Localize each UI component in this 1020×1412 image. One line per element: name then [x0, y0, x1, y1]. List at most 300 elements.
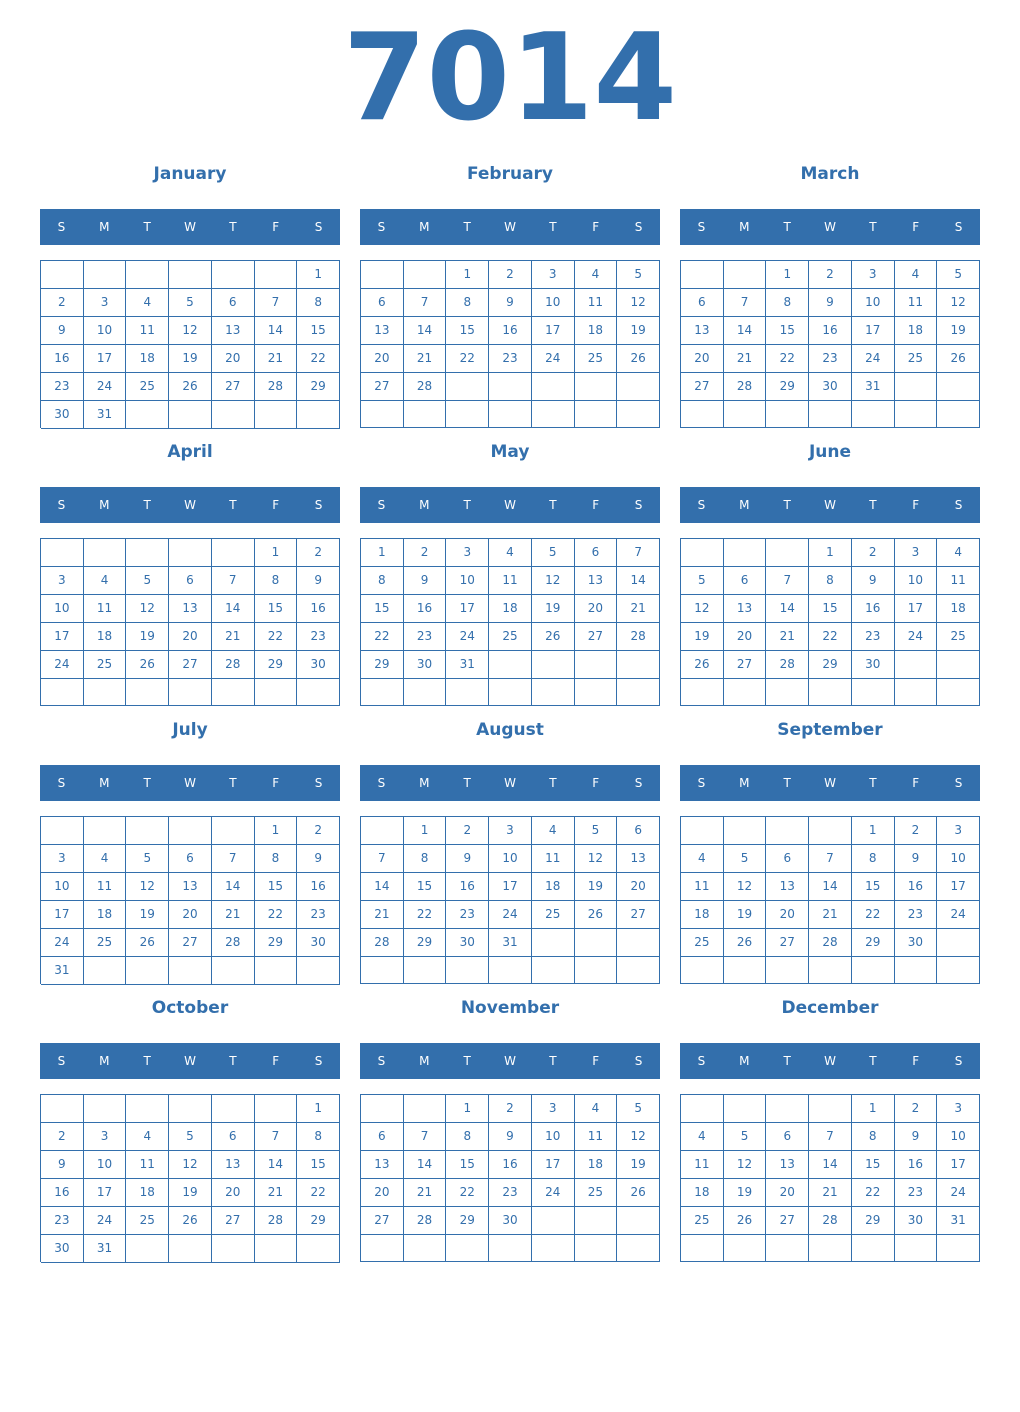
day-cell[interactable]: 26 — [617, 1179, 660, 1207]
day-cell[interactable]: 24 — [937, 1179, 980, 1207]
day-cell[interactable]: 23 — [489, 345, 532, 373]
day-cell[interactable]: 10 — [532, 289, 575, 317]
day-cell[interactable]: 24 — [41, 651, 84, 679]
day-cell[interactable]: 10 — [446, 567, 489, 595]
day-cell[interactable]: 13 — [766, 873, 809, 901]
day-cell[interactable]: 18 — [84, 901, 127, 929]
day-cell[interactable]: 13 — [212, 317, 255, 345]
day-cell[interactable]: 12 — [724, 1151, 767, 1179]
day-cell[interactable]: 9 — [895, 845, 938, 873]
day-cell[interactable]: 27 — [766, 1207, 809, 1235]
day-cell[interactable]: 8 — [297, 1123, 340, 1151]
day-cell[interactable]: 16 — [297, 873, 340, 901]
day-cell[interactable]: 28 — [255, 373, 298, 401]
day-cell[interactable]: 15 — [297, 317, 340, 345]
day-cell[interactable]: 22 — [297, 1179, 340, 1207]
day-cell[interactable]: 3 — [852, 261, 895, 289]
day-cell[interactable]: 1 — [809, 539, 852, 567]
day-cell[interactable]: 30 — [895, 1207, 938, 1235]
day-cell[interactable]: 15 — [852, 873, 895, 901]
day-cell[interactable]: 9 — [446, 845, 489, 873]
day-cell[interactable]: 13 — [681, 317, 724, 345]
day-cell[interactable]: 26 — [126, 651, 169, 679]
day-cell[interactable]: 23 — [809, 345, 852, 373]
day-cell[interactable]: 25 — [126, 373, 169, 401]
day-cell[interactable]: 20 — [766, 901, 809, 929]
day-cell[interactable]: 12 — [126, 873, 169, 901]
day-cell[interactable]: 29 — [809, 651, 852, 679]
day-cell[interactable]: 20 — [212, 1179, 255, 1207]
day-cell[interactable]: 27 — [169, 651, 212, 679]
day-cell[interactable]: 6 — [724, 567, 767, 595]
day-cell[interactable]: 3 — [84, 289, 127, 317]
day-cell[interactable]: 20 — [724, 623, 767, 651]
day-cell[interactable]: 18 — [532, 873, 575, 901]
day-cell[interactable]: 11 — [575, 1123, 618, 1151]
day-cell[interactable]: 5 — [169, 289, 212, 317]
day-cell[interactable]: 26 — [617, 345, 660, 373]
day-cell[interactable]: 15 — [446, 317, 489, 345]
day-cell[interactable]: 27 — [575, 623, 618, 651]
day-cell[interactable]: 22 — [852, 901, 895, 929]
day-cell[interactable]: 4 — [84, 845, 127, 873]
day-cell[interactable]: 24 — [895, 623, 938, 651]
day-cell[interactable]: 29 — [766, 373, 809, 401]
day-cell[interactable]: 1 — [361, 539, 404, 567]
day-cell[interactable]: 15 — [404, 873, 447, 901]
day-cell[interactable]: 27 — [617, 901, 660, 929]
day-cell[interactable]: 18 — [126, 1179, 169, 1207]
day-cell[interactable]: 11 — [575, 289, 618, 317]
day-cell[interactable]: 26 — [169, 1207, 212, 1235]
day-cell[interactable]: 2 — [297, 817, 340, 845]
day-cell[interactable]: 27 — [361, 373, 404, 401]
day-cell[interactable]: 13 — [617, 845, 660, 873]
day-cell[interactable]: 10 — [41, 595, 84, 623]
day-cell[interactable]: 9 — [297, 845, 340, 873]
day-cell[interactable]: 19 — [575, 873, 618, 901]
day-cell[interactable]: 18 — [126, 345, 169, 373]
day-cell[interactable]: 20 — [766, 1179, 809, 1207]
day-cell[interactable]: 21 — [766, 623, 809, 651]
day-cell[interactable]: 8 — [297, 289, 340, 317]
day-cell[interactable]: 5 — [532, 539, 575, 567]
day-cell[interactable]: 8 — [852, 1123, 895, 1151]
day-cell[interactable]: 11 — [126, 317, 169, 345]
day-cell[interactable]: 14 — [255, 1151, 298, 1179]
day-cell[interactable]: 23 — [41, 1207, 84, 1235]
day-cell[interactable]: 21 — [212, 623, 255, 651]
day-cell[interactable]: 23 — [852, 623, 895, 651]
day-cell[interactable]: 23 — [895, 901, 938, 929]
day-cell[interactable]: 15 — [255, 873, 298, 901]
day-cell[interactable]: 23 — [489, 1179, 532, 1207]
day-cell[interactable]: 12 — [617, 1123, 660, 1151]
day-cell[interactable]: 4 — [681, 1123, 724, 1151]
day-cell[interactable]: 1 — [446, 1095, 489, 1123]
day-cell[interactable]: 30 — [41, 401, 84, 429]
day-cell[interactable]: 28 — [809, 929, 852, 957]
day-cell[interactable]: 7 — [809, 845, 852, 873]
day-cell[interactable]: 19 — [532, 595, 575, 623]
day-cell[interactable]: 29 — [255, 929, 298, 957]
day-cell[interactable]: 15 — [766, 317, 809, 345]
day-cell[interactable]: 27 — [681, 373, 724, 401]
day-cell[interactable]: 25 — [84, 651, 127, 679]
day-cell[interactable]: 14 — [255, 317, 298, 345]
day-cell[interactable]: 17 — [446, 595, 489, 623]
day-cell[interactable]: 24 — [937, 901, 980, 929]
day-cell[interactable]: 21 — [617, 595, 660, 623]
day-cell[interactable]: 3 — [895, 539, 938, 567]
day-cell[interactable]: 31 — [937, 1207, 980, 1235]
day-cell[interactable]: 20 — [361, 345, 404, 373]
day-cell[interactable]: 18 — [489, 595, 532, 623]
day-cell[interactable]: 2 — [404, 539, 447, 567]
day-cell[interactable]: 31 — [489, 929, 532, 957]
day-cell[interactable]: 5 — [575, 817, 618, 845]
day-cell[interactable]: 15 — [361, 595, 404, 623]
day-cell[interactable]: 27 — [212, 1207, 255, 1235]
day-cell[interactable]: 8 — [446, 1123, 489, 1151]
day-cell[interactable]: 12 — [169, 317, 212, 345]
day-cell[interactable]: 17 — [852, 317, 895, 345]
day-cell[interactable]: 24 — [852, 345, 895, 373]
day-cell[interactable]: 15 — [297, 1151, 340, 1179]
day-cell[interactable]: 9 — [852, 567, 895, 595]
day-cell[interactable]: 30 — [297, 929, 340, 957]
day-cell[interactable]: 29 — [446, 1207, 489, 1235]
day-cell[interactable]: 29 — [404, 929, 447, 957]
day-cell[interactable]: 13 — [169, 595, 212, 623]
day-cell[interactable]: 22 — [852, 1179, 895, 1207]
day-cell[interactable]: 6 — [212, 1123, 255, 1151]
day-cell[interactable]: 11 — [126, 1151, 169, 1179]
day-cell[interactable]: 3 — [937, 1095, 980, 1123]
day-cell[interactable]: 20 — [681, 345, 724, 373]
day-cell[interactable]: 29 — [297, 1207, 340, 1235]
day-cell[interactable]: 6 — [169, 567, 212, 595]
day-cell[interactable]: 18 — [575, 317, 618, 345]
day-cell[interactable]: 18 — [937, 595, 980, 623]
day-cell[interactable]: 6 — [169, 845, 212, 873]
day-cell[interactable]: 19 — [937, 317, 980, 345]
day-cell[interactable]: 24 — [446, 623, 489, 651]
day-cell[interactable]: 15 — [852, 1151, 895, 1179]
day-cell[interactable]: 18 — [681, 901, 724, 929]
day-cell[interactable]: 19 — [617, 317, 660, 345]
day-cell[interactable]: 2 — [489, 261, 532, 289]
day-cell[interactable]: 2 — [809, 261, 852, 289]
day-cell[interactable]: 22 — [809, 623, 852, 651]
day-cell[interactable]: 20 — [617, 873, 660, 901]
day-cell[interactable]: 30 — [852, 651, 895, 679]
day-cell[interactable]: 18 — [84, 623, 127, 651]
day-cell[interactable]: 18 — [575, 1151, 618, 1179]
day-cell[interactable]: 7 — [404, 289, 447, 317]
day-cell[interactable]: 13 — [766, 1151, 809, 1179]
day-cell[interactable]: 2 — [895, 1095, 938, 1123]
day-cell[interactable]: 31 — [84, 401, 127, 429]
day-cell[interactable]: 28 — [361, 929, 404, 957]
day-cell[interactable]: 13 — [575, 567, 618, 595]
day-cell[interactable]: 12 — [169, 1151, 212, 1179]
day-cell[interactable]: 22 — [766, 345, 809, 373]
day-cell[interactable]: 25 — [489, 623, 532, 651]
day-cell[interactable]: 26 — [681, 651, 724, 679]
day-cell[interactable]: 19 — [681, 623, 724, 651]
day-cell[interactable]: 28 — [212, 651, 255, 679]
day-cell[interactable]: 13 — [212, 1151, 255, 1179]
day-cell[interactable]: 22 — [446, 1179, 489, 1207]
day-cell[interactable]: 24 — [532, 1179, 575, 1207]
day-cell[interactable]: 4 — [126, 289, 169, 317]
day-cell[interactable]: 28 — [724, 373, 767, 401]
day-cell[interactable]: 27 — [361, 1207, 404, 1235]
day-cell[interactable]: 17 — [84, 345, 127, 373]
day-cell[interactable]: 9 — [489, 289, 532, 317]
day-cell[interactable]: 14 — [404, 317, 447, 345]
day-cell[interactable]: 9 — [297, 567, 340, 595]
day-cell[interactable]: 17 — [937, 873, 980, 901]
day-cell[interactable]: 8 — [255, 567, 298, 595]
day-cell[interactable]: 7 — [404, 1123, 447, 1151]
day-cell[interactable]: 6 — [766, 1123, 809, 1151]
day-cell[interactable]: 26 — [937, 345, 980, 373]
day-cell[interactable]: 11 — [84, 873, 127, 901]
day-cell[interactable]: 30 — [809, 373, 852, 401]
day-cell[interactable]: 3 — [446, 539, 489, 567]
day-cell[interactable]: 28 — [766, 651, 809, 679]
day-cell[interactable]: 11 — [681, 1151, 724, 1179]
day-cell[interactable]: 18 — [895, 317, 938, 345]
day-cell[interactable]: 6 — [681, 289, 724, 317]
day-cell[interactable]: 7 — [361, 845, 404, 873]
day-cell[interactable]: 5 — [724, 1123, 767, 1151]
day-cell[interactable]: 29 — [361, 651, 404, 679]
day-cell[interactable]: 5 — [126, 845, 169, 873]
day-cell[interactable]: 10 — [895, 567, 938, 595]
day-cell[interactable]: 7 — [255, 289, 298, 317]
day-cell[interactable]: 29 — [255, 651, 298, 679]
day-cell[interactable]: 23 — [297, 901, 340, 929]
day-cell[interactable]: 2 — [895, 817, 938, 845]
day-cell[interactable]: 25 — [84, 929, 127, 957]
day-cell[interactable]: 16 — [41, 345, 84, 373]
day-cell[interactable]: 2 — [41, 1123, 84, 1151]
day-cell[interactable]: 31 — [446, 651, 489, 679]
day-cell[interactable]: 14 — [766, 595, 809, 623]
day-cell[interactable]: 1 — [255, 817, 298, 845]
day-cell[interactable]: 27 — [766, 929, 809, 957]
day-cell[interactable]: 25 — [681, 929, 724, 957]
day-cell[interactable]: 16 — [895, 1151, 938, 1179]
day-cell[interactable]: 15 — [255, 595, 298, 623]
day-cell[interactable]: 21 — [809, 1179, 852, 1207]
day-cell[interactable]: 10 — [937, 845, 980, 873]
day-cell[interactable]: 26 — [532, 623, 575, 651]
day-cell[interactable]: 30 — [41, 1235, 84, 1263]
day-cell[interactable]: 28 — [809, 1207, 852, 1235]
day-cell[interactable]: 19 — [169, 345, 212, 373]
day-cell[interactable]: 19 — [126, 623, 169, 651]
day-cell[interactable]: 2 — [489, 1095, 532, 1123]
day-cell[interactable]: 5 — [681, 567, 724, 595]
day-cell[interactable]: 14 — [809, 1151, 852, 1179]
day-cell[interactable]: 14 — [212, 873, 255, 901]
day-cell[interactable]: 4 — [575, 261, 618, 289]
day-cell[interactable]: 27 — [724, 651, 767, 679]
day-cell[interactable]: 30 — [297, 651, 340, 679]
day-cell[interactable]: 11 — [895, 289, 938, 317]
day-cell[interactable]: 23 — [446, 901, 489, 929]
day-cell[interactable]: 28 — [212, 929, 255, 957]
day-cell[interactable]: 24 — [489, 901, 532, 929]
day-cell[interactable]: 28 — [255, 1207, 298, 1235]
day-cell[interactable]: 8 — [809, 567, 852, 595]
day-cell[interactable]: 14 — [212, 595, 255, 623]
day-cell[interactable]: 28 — [404, 373, 447, 401]
day-cell[interactable]: 4 — [532, 817, 575, 845]
day-cell[interactable]: 6 — [212, 289, 255, 317]
day-cell[interactable]: 9 — [895, 1123, 938, 1151]
day-cell[interactable]: 1 — [297, 261, 340, 289]
day-cell[interactable]: 5 — [126, 567, 169, 595]
day-cell[interactable]: 22 — [404, 901, 447, 929]
day-cell[interactable]: 25 — [681, 1207, 724, 1235]
day-cell[interactable]: 6 — [361, 289, 404, 317]
day-cell[interactable]: 2 — [297, 539, 340, 567]
day-cell[interactable]: 5 — [617, 261, 660, 289]
day-cell[interactable]: 3 — [41, 845, 84, 873]
day-cell[interactable]: 19 — [169, 1179, 212, 1207]
day-cell[interactable]: 7 — [212, 845, 255, 873]
day-cell[interactable]: 17 — [532, 317, 575, 345]
day-cell[interactable]: 25 — [575, 1179, 618, 1207]
day-cell[interactable]: 30 — [489, 1207, 532, 1235]
day-cell[interactable]: 13 — [724, 595, 767, 623]
day-cell[interactable]: 7 — [809, 1123, 852, 1151]
day-cell[interactable]: 3 — [532, 261, 575, 289]
day-cell[interactable]: 7 — [766, 567, 809, 595]
day-cell[interactable]: 18 — [681, 1179, 724, 1207]
day-cell[interactable]: 25 — [937, 623, 980, 651]
day-cell[interactable]: 3 — [937, 817, 980, 845]
day-cell[interactable]: 1 — [852, 1095, 895, 1123]
day-cell[interactable]: 6 — [575, 539, 618, 567]
day-cell[interactable]: 3 — [41, 567, 84, 595]
day-cell[interactable]: 2 — [852, 539, 895, 567]
day-cell[interactable]: 4 — [489, 539, 532, 567]
day-cell[interactable]: 5 — [169, 1123, 212, 1151]
day-cell[interactable]: 4 — [895, 261, 938, 289]
day-cell[interactable]: 9 — [809, 289, 852, 317]
day-cell[interactable]: 25 — [126, 1207, 169, 1235]
day-cell[interactable]: 16 — [404, 595, 447, 623]
day-cell[interactable]: 6 — [617, 817, 660, 845]
day-cell[interactable]: 20 — [169, 901, 212, 929]
day-cell[interactable]: 11 — [489, 567, 532, 595]
day-cell[interactable]: 15 — [446, 1151, 489, 1179]
day-cell[interactable]: 26 — [724, 929, 767, 957]
day-cell[interactable]: 8 — [255, 845, 298, 873]
day-cell[interactable]: 31 — [852, 373, 895, 401]
day-cell[interactable]: 10 — [937, 1123, 980, 1151]
day-cell[interactable]: 14 — [724, 317, 767, 345]
day-cell[interactable]: 7 — [212, 567, 255, 595]
day-cell[interactable]: 4 — [575, 1095, 618, 1123]
day-cell[interactable]: 20 — [361, 1179, 404, 1207]
day-cell[interactable]: 10 — [489, 845, 532, 873]
day-cell[interactable]: 22 — [255, 623, 298, 651]
day-cell[interactable]: 17 — [41, 901, 84, 929]
day-cell[interactable]: 12 — [681, 595, 724, 623]
day-cell[interactable]: 21 — [404, 345, 447, 373]
day-cell[interactable]: 17 — [489, 873, 532, 901]
day-cell[interactable]: 17 — [41, 623, 84, 651]
day-cell[interactable]: 17 — [532, 1151, 575, 1179]
day-cell[interactable]: 17 — [895, 595, 938, 623]
day-cell[interactable]: 10 — [41, 873, 84, 901]
day-cell[interactable]: 20 — [575, 595, 618, 623]
day-cell[interactable]: 25 — [895, 345, 938, 373]
day-cell[interactable]: 22 — [361, 623, 404, 651]
day-cell[interactable]: 16 — [297, 595, 340, 623]
day-cell[interactable]: 7 — [255, 1123, 298, 1151]
day-cell[interactable]: 21 — [724, 345, 767, 373]
day-cell[interactable]: 26 — [169, 373, 212, 401]
day-cell[interactable]: 21 — [255, 345, 298, 373]
day-cell[interactable]: 11 — [532, 845, 575, 873]
day-cell[interactable]: 8 — [446, 289, 489, 317]
day-cell[interactable]: 3 — [489, 817, 532, 845]
day-cell[interactable]: 10 — [84, 1151, 127, 1179]
day-cell[interactable]: 5 — [937, 261, 980, 289]
day-cell[interactable]: 16 — [446, 873, 489, 901]
day-cell[interactable]: 30 — [895, 929, 938, 957]
day-cell[interactable]: 21 — [255, 1179, 298, 1207]
day-cell[interactable]: 7 — [617, 539, 660, 567]
day-cell[interactable]: 12 — [617, 289, 660, 317]
day-cell[interactable]: 30 — [446, 929, 489, 957]
day-cell[interactable]: 23 — [297, 623, 340, 651]
day-cell[interactable]: 1 — [255, 539, 298, 567]
day-cell[interactable]: 19 — [126, 901, 169, 929]
day-cell[interactable]: 6 — [766, 845, 809, 873]
day-cell[interactable]: 25 — [575, 345, 618, 373]
day-cell[interactable]: 17 — [84, 1179, 127, 1207]
day-cell[interactable]: 4 — [937, 539, 980, 567]
day-cell[interactable]: 5 — [724, 845, 767, 873]
day-cell[interactable]: 26 — [126, 929, 169, 957]
day-cell[interactable]: 24 — [84, 1207, 127, 1235]
day-cell[interactable]: 5 — [617, 1095, 660, 1123]
day-cell[interactable]: 27 — [169, 929, 212, 957]
day-cell[interactable]: 2 — [41, 289, 84, 317]
day-cell[interactable]: 1 — [766, 261, 809, 289]
day-cell[interactable]: 2 — [446, 817, 489, 845]
day-cell[interactable]: 9 — [41, 317, 84, 345]
day-cell[interactable]: 22 — [297, 345, 340, 373]
day-cell[interactable]: 26 — [575, 901, 618, 929]
day-cell[interactable]: 7 — [724, 289, 767, 317]
day-cell[interactable]: 9 — [404, 567, 447, 595]
day-cell[interactable]: 31 — [84, 1235, 127, 1263]
day-cell[interactable]: 10 — [84, 317, 127, 345]
day-cell[interactable]: 19 — [617, 1151, 660, 1179]
day-cell[interactable]: 29 — [297, 373, 340, 401]
day-cell[interactable]: 4 — [126, 1123, 169, 1151]
